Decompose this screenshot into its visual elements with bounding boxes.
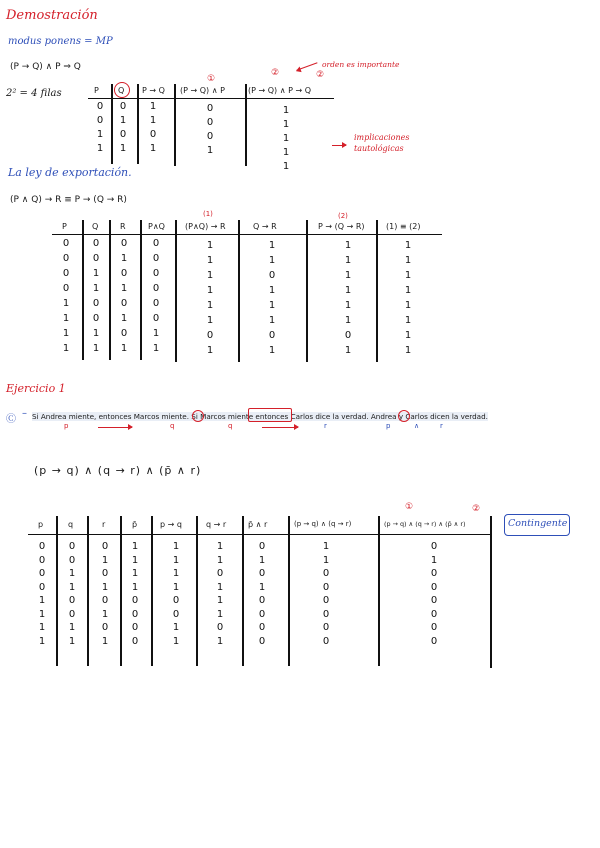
s2-cell: 1 [92,268,100,279]
s3-cell: 0 [430,635,438,647]
s2-vline-6 [306,220,308,362]
s3-cell: 1 [172,554,180,566]
s3-cell: 1 [38,608,46,620]
s3-cell: 1 [172,635,180,647]
s1-cell: 0 [206,103,214,114]
s2-cell: 1 [268,345,276,356]
s3-header-p: p [38,520,44,529]
s3-cell: 1 [38,635,46,647]
result-label: Contingente [508,518,568,529]
s3-cell: 1 [131,568,139,579]
section2-title: La ley de exportación. [8,166,132,179]
s1-header-c1: (P → Q) ∧ P [180,86,225,95]
s1-vline-1 [111,84,113,164]
s1-cell: 1 [282,161,290,172]
s2-cell: 0 [120,298,128,309]
s1-col-c1 [204,102,216,158]
s3-cell: 1 [216,635,224,647]
s3-mark-2: ② [472,504,481,514]
s2-cell: 1 [92,343,100,354]
s2-cell: 1 [62,298,70,309]
s2-cell: 1 [92,283,100,294]
s3-cell: 1 [322,541,330,552]
s2-cell: 0 [206,330,214,341]
s1-cell: 0 [206,117,214,128]
s2-cell: 0 [62,238,70,249]
s2-header-c2: P → (Q → R) [318,222,365,231]
s3-col-not-p-and-r [256,540,268,648]
s3-mark-1: ① [405,502,414,512]
s1-cell: 1 [149,115,157,126]
item-dash: – [22,408,27,419]
s3-cell: 0 [131,595,139,606]
s3-cell: 0 [430,541,438,552]
s1-mark-2: ② [271,68,280,78]
s1-cell: 0 [206,131,214,142]
s1-header-q: Q [118,86,125,95]
s1-mark-1: ① [207,74,216,84]
s3-var-r: r [324,422,327,430]
s2-header-r: R [120,222,126,231]
s3-cell: 0 [172,608,180,620]
s1-circle-q [114,82,130,98]
s3-vline-6 [242,516,244,666]
s3-cell: 0 [430,581,438,593]
s2-cell: 1 [268,300,276,311]
s2-cell: 0 [92,313,100,324]
s2-cell: 0 [152,253,160,264]
s1-cell: 0 [96,115,104,126]
s3-header-q: q [68,520,74,529]
exercise-sentence-text: Si Andrea miente, entonces Marcos miente. Si Marcos miente entonces Carlos dice la verdad. Andrea y Carlos dicen la verdad. [32,412,488,421]
s3-header-r: r [102,520,106,529]
note-implications-arrow [332,145,346,146]
s3-col-c2 [428,540,440,648]
s1-col-c2 [280,104,292,174]
s3-header-not-p-and-r: p̄ ∧ r [248,520,268,529]
s2-col-r [118,236,130,356]
s2-cell: 1 [344,240,352,251]
s3-var-q2: q [228,422,233,430]
s1-header-c2: (P → Q) ∧ P → Q [248,86,312,95]
s2-header-q: Q [92,222,99,231]
s1-header-p-imp-q: P → Q [142,86,165,95]
s2-mark-1: (1) [203,210,213,218]
s3-cell: 0 [101,568,109,579]
s3-cell: 0 [68,541,76,552]
section1-subtitle: modus ponens = MP [8,36,113,47]
s3-cell: 0 [430,568,438,579]
s3-box-entonces [248,408,292,422]
s1-vline-2 [137,84,139,164]
s3-col-r [99,540,111,648]
s2-cell: 1 [344,285,352,296]
s1-cell: 0 [119,129,127,140]
s3-cell: 1 [131,581,139,593]
s3-cell: 1 [172,581,180,593]
s3-cell: 0 [430,608,438,620]
s3-cell: 0 [258,608,266,620]
section3-formula: (p → q) ∧ (q → r) ∧ (p̄ ∧ r) [34,464,202,477]
s3-cell: 1 [101,581,109,593]
s3-var-p: p [64,422,69,430]
s2-cell: 1 [344,315,352,326]
s3-cell: 1 [68,635,76,647]
note-order: orden es importante [322,60,400,69]
s3-cell: 1 [430,554,438,566]
s2-cell: 1 [92,328,100,339]
s2-cell: 1 [344,270,352,281]
s3-cell: 0 [322,568,330,579]
s3-cell: 1 [101,554,109,566]
s3-cell: 0 [258,595,266,606]
s1-col-q [117,100,129,156]
s2-header-q-imp-r: Q → R [253,222,277,231]
s3-cell: 1 [38,595,46,606]
s3-header-q-imp-r: q → r [206,520,227,529]
s3-cell: 0 [68,608,76,620]
s2-cell: 1 [268,315,276,326]
s1-cell: 1 [206,145,214,156]
s3-cell: 0 [38,568,46,579]
s3-cell: 1 [172,568,180,579]
s3-header-line [28,534,492,535]
s2-header-p-and-q: P∧Q [148,222,165,231]
s2-cell: 1 [344,300,352,311]
s2-col-equiv [402,238,414,358]
section1-title: Demostración [6,8,98,23]
s2-vline-5 [238,220,240,362]
s2-vline-3 [140,220,142,360]
s2-cell: 0 [120,238,128,249]
s2-col-p [60,236,72,356]
s3-cell: 1 [101,608,109,620]
s2-vline-4 [175,220,177,362]
s3-cell: 0 [131,635,139,647]
rows-note: 2² = 4 filas [6,88,62,99]
s3-cell: 0 [68,554,76,566]
s3-cell: 1 [322,554,330,566]
s2-cell: 0 [92,253,100,264]
s2-cell: 1 [152,343,160,354]
section3-title: Ejercicio 1 [6,382,66,395]
s2-cell: 1 [62,313,70,324]
s3-cell: 0 [322,622,330,633]
s1-vline-3 [174,84,176,166]
s3-vline-9 [490,516,492,668]
s2-cell: 1 [268,240,276,251]
s3-cell: 1 [172,622,180,633]
s2-cell: 1 [404,300,412,311]
s2-col-q [90,236,102,356]
s1-cell: 0 [119,101,127,112]
section1-formula: (P → Q) ∧ P ⇒ Q [10,62,81,72]
s3-header-not-p: p̄ [132,520,138,529]
s3-cell: 1 [172,541,180,552]
s3-cell: 1 [216,581,224,593]
s3-cell: 0 [38,541,46,552]
s3-cell: 0 [101,541,109,552]
s3-arrow-1 [98,427,132,428]
s3-vline-1 [56,516,58,666]
s1-cell: 0 [149,129,157,140]
s2-cell: 1 [404,330,412,341]
s3-col-p [36,540,48,648]
s1-cell: 1 [96,143,104,154]
s1-col-p [94,100,106,156]
s2-cell: 1 [404,285,412,296]
s3-col-not-p [129,540,141,648]
s3-var-and: ∧ [414,422,420,430]
s3-arrow-2 [262,427,298,428]
s3-header-p-imp-q: p → q [160,520,182,529]
s3-cell: 1 [131,554,139,566]
s3-var-p2: p [386,422,391,430]
s2-cell: 1 [206,255,214,266]
s3-col-q [66,540,78,648]
s2-cell: 1 [268,255,276,266]
s3-cell: 0 [131,608,139,620]
s3-cell: 1 [216,608,224,620]
s3-cell: 0 [430,622,438,633]
s2-cell: 0 [62,268,70,279]
s2-cell: 0 [152,283,160,294]
s1-mark-2b: ② [316,70,325,80]
s3-vline-3 [120,516,122,666]
s3-cell: 0 [322,635,330,647]
s1-cell: 1 [119,115,127,126]
s3-cell: 1 [68,568,76,579]
s1-vline-4 [245,84,247,166]
s2-col-p-and-q [150,236,162,356]
s2-cell: 0 [152,298,160,309]
s2-cell: 1 [120,313,128,324]
s2-cell: 1 [404,270,412,281]
s3-vline-8 [378,516,380,666]
s3-cell: 0 [216,568,224,579]
s3-circle-si [192,410,204,422]
s2-vline-1 [82,220,84,360]
s3-cell: 0 [322,595,330,606]
s3-vline-2 [87,516,89,666]
s2-cell: 1 [344,255,352,266]
s2-cell: 0 [152,238,160,249]
s3-cell: 0 [101,595,109,606]
s2-cell: 1 [120,283,128,294]
s3-cell: 0 [131,622,139,633]
s2-col-c2 [342,238,354,358]
s1-col-p-imp-q [147,100,159,156]
s2-cell: 0 [120,328,128,339]
s2-cell: 1 [344,345,352,356]
s1-cell: 1 [96,129,104,140]
s2-cell: 1 [206,300,214,311]
s2-cell: 0 [344,330,352,341]
s3-vline-5 [196,516,198,666]
s2-cell: 1 [206,345,214,356]
s3-vline-4 [151,516,153,666]
s3-var-q1: q [170,422,175,430]
s3-cell: 1 [131,541,139,552]
s3-cell: 0 [258,622,266,633]
s2-cell: 0 [152,268,160,279]
s2-header-p: P [62,222,67,231]
s2-cell: 1 [268,285,276,296]
s1-cell: 1 [119,143,127,154]
s3-header-c1: (p → q) ∧ (q → r) [294,520,352,528]
s2-cell: 1 [404,315,412,326]
s2-col-q-imp-r [266,238,278,358]
s1-cell: 1 [282,133,290,144]
s3-cell: 0 [322,608,330,620]
s1-cell: 1 [282,119,290,130]
s1-cell: 0 [96,101,104,112]
s3-cell: 1 [216,554,224,566]
s1-cell: 1 [149,143,157,154]
s2-vline-2 [109,220,111,360]
s2-mark-2: (2) [338,212,348,220]
s2-cell: 1 [206,240,214,251]
s2-cell: 1 [206,315,214,326]
s3-cell: 0 [38,581,46,593]
s3-col-p-imp-q [170,540,182,648]
s3-cell: 0 [101,622,109,633]
s3-cell: 1 [216,595,224,606]
s3-cell: 1 [258,554,266,566]
s2-cell: 1 [404,345,412,356]
s3-cell: 0 [430,595,438,606]
note-order-arrow [296,62,317,70]
s3-cell: 0 [258,541,266,552]
s2-cell: 1 [62,343,70,354]
s3-cell: 1 [68,622,76,633]
s3-cell: 1 [68,581,76,593]
s3-cell: 0 [68,595,76,606]
s2-cell: 1 [206,270,214,281]
s3-cell: 1 [258,581,266,593]
s2-header-c1: (P∧Q) → R [185,222,226,231]
s2-cell: 0 [62,253,70,264]
s3-cell: 1 [38,622,46,633]
s2-cell: 1 [62,328,70,339]
s2-cell: 0 [268,330,276,341]
note-implications: implicaciones tautológicas [354,133,410,153]
s2-header-equiv: (1) ≡ (2) [386,222,421,231]
s3-cell: 1 [101,635,109,647]
s3-col-q-imp-r [214,540,226,648]
s3-cell: 0 [258,568,266,579]
s2-cell: 0 [92,238,100,249]
s2-cell: 0 [152,313,160,324]
s3-var-r2: r [440,422,443,430]
s1-cell: 1 [282,105,290,116]
s2-cell: 1 [206,285,214,296]
s2-cell: 0 [62,283,70,294]
s3-circle-y [398,410,410,422]
s2-cell: 1 [404,240,412,251]
s1-header-p: P [94,86,99,95]
s2-cell: 0 [268,270,276,281]
s3-col-c1 [320,540,332,648]
s3-cell: 1 [216,541,224,552]
section2-formula: (P ∧ Q) → R ≡ P → (Q → R) [10,195,127,205]
s3-header-c2: (p → q) ∧ (q → r) ∧ (p̄ ∧ r) [384,520,466,528]
s2-col-c1 [204,238,216,358]
s1-cell: 1 [149,101,157,112]
s2-cell: 1 [404,255,412,266]
item-mark-icon: Ⓒ [6,414,16,425]
s2-cell: 0 [92,298,100,309]
s2-cell: 1 [152,328,160,339]
s2-vline-7 [376,220,378,362]
s3-cell: 0 [172,595,180,606]
s3-cell: 0 [322,581,330,593]
s3-vline-7 [288,516,290,666]
s2-cell: 0 [120,268,128,279]
s2-cell: 1 [120,253,128,264]
s2-cell: 1 [120,343,128,354]
s3-cell: 0 [216,622,224,633]
s1-cell: 1 [282,147,290,158]
s3-cell: 0 [258,635,266,647]
s3-cell: 0 [38,554,46,566]
